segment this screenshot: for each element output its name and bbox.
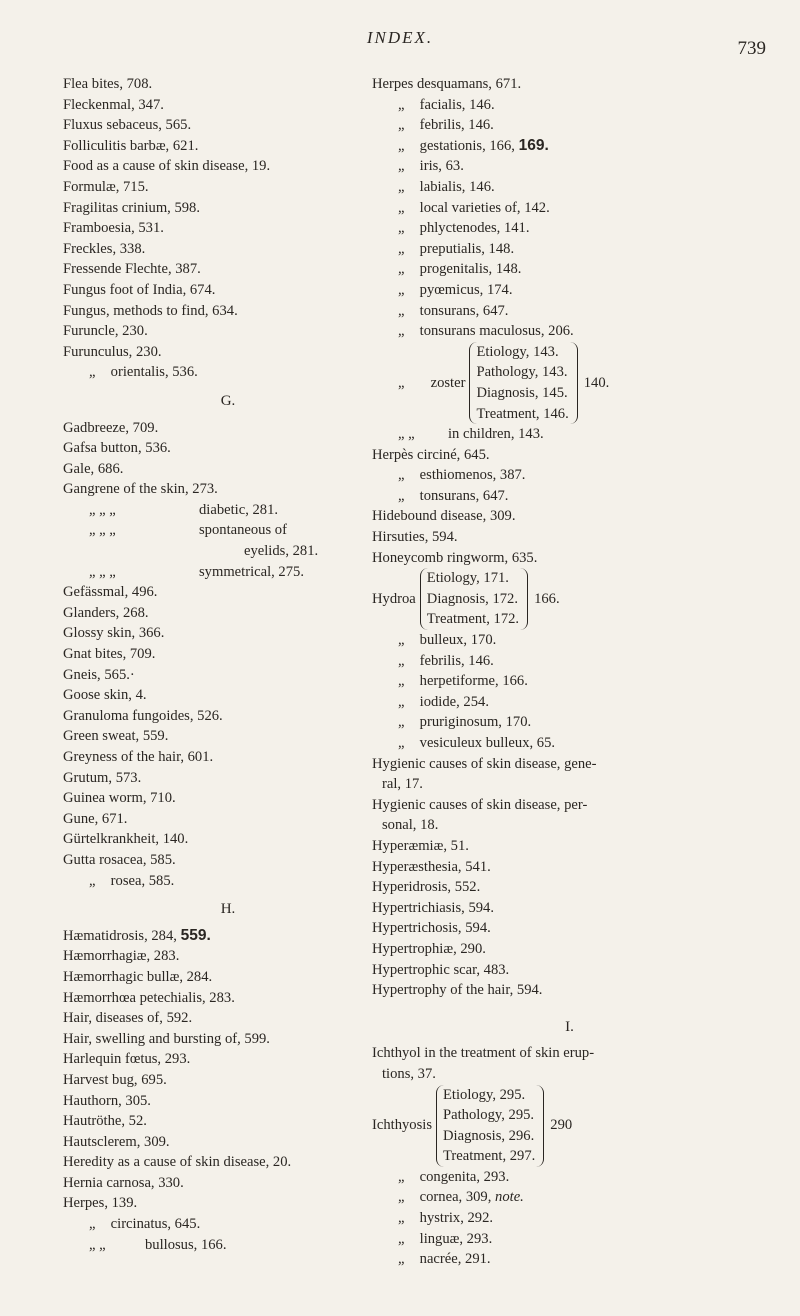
subentry-text: in children, 143.	[448, 426, 544, 443]
index-entry: Gadbreeze, 709.	[63, 419, 159, 436]
index-entry: Hygienic causes of skin disease, gene-	[372, 755, 597, 772]
index-subentry	[372, 218, 767, 239]
index-subentry	[63, 500, 393, 521]
section-letter-i: I.	[565, 1018, 574, 1035]
index-entry: Heredity as a cause of skin disease, 20.	[63, 1154, 292, 1171]
index-entry: Hyperæmiæ, 51.	[372, 837, 469, 854]
index-entry: Hyperidrosis, 552.	[372, 879, 481, 896]
index-subentry	[63, 1235, 393, 1256]
index-subentry	[372, 486, 767, 507]
index-entry: Hautröthe, 52.	[63, 1113, 147, 1130]
ditto-mark: „	[398, 1230, 405, 1247]
ichthyosis-brace-group	[372, 1085, 767, 1167]
subentry-text: vesiculeux bulleux, 65.	[419, 735, 556, 751]
index-entry: Herpès circiné, 645.	[372, 446, 490, 463]
ditto-mark: „ „	[398, 426, 415, 443]
subentry-text: pyœmicus, 174.	[419, 281, 513, 298]
brace-label: Ichthyosis	[372, 1117, 432, 1134]
index-entry: Guinea worm, 710.	[63, 790, 176, 807]
index-entry: Grutum, 573.	[63, 769, 142, 786]
index-subentry	[372, 156, 767, 177]
ditto-mark: „	[398, 302, 405, 319]
index-subentry	[372, 280, 767, 301]
ditto-mark: „	[398, 158, 405, 175]
brace-item: Etiology, 171.	[426, 570, 509, 587]
index-entry: Fungus foot of India, 674.	[63, 281, 216, 298]
index-entry: Green sweat, 559.	[63, 728, 169, 745]
index-entry: Gune, 671.	[63, 810, 128, 827]
index-entries-h	[63, 926, 393, 1256]
index-subentry	[372, 692, 767, 713]
ditto-mark: „	[89, 1216, 96, 1233]
index-entry: Gnat bites, 709.	[63, 646, 156, 663]
subentry-text: rosea, 585.	[110, 872, 175, 889]
index-subentry	[63, 520, 393, 541]
index-entry: Hernia carnosa, 330.	[63, 1174, 184, 1191]
index-subentry	[63, 562, 393, 583]
index-subentry	[372, 1208, 767, 1229]
index-subentry	[372, 136, 767, 157]
brace-item: Diagnosis, 172.	[426, 590, 518, 607]
left-column	[63, 74, 393, 1255]
ditto-mark: „	[398, 281, 405, 298]
index-subentry	[372, 1229, 767, 1250]
index-entry: Gangrene of the skin, 273.	[63, 481, 218, 498]
index-entry-continuation: ral, 17.	[382, 776, 423, 793]
index-entry: Gale, 686.	[63, 460, 124, 477]
subentry-text: nacrée, 291.	[419, 1251, 491, 1268]
ditto-mark: „	[89, 364, 96, 381]
index-subentry	[372, 733, 767, 754]
subentry-text: febrilis, 146.	[419, 652, 494, 669]
subentry-text: esthiomenos, 387.	[419, 467, 526, 484]
ditto-mark: „ „ „	[89, 501, 116, 518]
subentry-text: tonsurans maculosus, 206.	[419, 323, 574, 340]
ditto-mark: „	[398, 323, 405, 340]
index-entry-continuation: sonal, 18.	[382, 817, 439, 834]
ditto-mark: „ „ „	[89, 522, 116, 539]
index-subentry	[372, 712, 767, 733]
ditto-mark: „	[398, 1251, 405, 1268]
ditto-mark: „	[398, 137, 405, 154]
index-entry: Herpes desquamans, 671.	[372, 76, 522, 92]
ditto-mark: „ „ „	[89, 563, 116, 580]
index-entries-f	[63, 74, 393, 383]
index-entry: Hæmorrhagiæ, 283.	[63, 948, 180, 965]
index-subentry	[372, 1249, 767, 1270]
ditto-mark: „ „	[89, 1236, 106, 1253]
index-entry: Hypertrichosis, 594.	[372, 920, 491, 937]
index-entry: Harvest bug, 695.	[63, 1071, 167, 1088]
index-subentry	[372, 1187, 767, 1208]
index-entry: Glossy skin, 366.	[63, 625, 165, 642]
index-entry: Hypertrophic scar, 483.	[372, 961, 510, 978]
index-subentry	[372, 465, 767, 486]
index-entry: Glanders, 268.	[63, 604, 149, 621]
brace-total: 290	[550, 1117, 573, 1134]
index-subentry	[63, 1214, 393, 1235]
brace-items	[436, 1085, 544, 1167]
ditto-mark: „	[398, 673, 405, 690]
index-subentry	[372, 301, 767, 322]
brace-label: zoster	[430, 374, 466, 391]
index-subentry	[63, 871, 393, 892]
index-subentry	[372, 239, 767, 260]
right-column	[372, 74, 767, 1270]
hydroa-brace-group	[372, 568, 767, 630]
index-subentry	[372, 630, 767, 651]
index-entry: Hygienic causes of skin disease, per-	[372, 796, 588, 813]
subentry-text: febrilis, 146.	[419, 117, 494, 134]
brace-total: 140.	[583, 374, 610, 391]
subentry-text: phlyctenodes, 141.	[419, 220, 530, 237]
ditto-mark: „	[398, 1189, 405, 1206]
index-entry: Furunculus, 230.	[63, 343, 162, 360]
bold-page-ref: 559.	[180, 926, 211, 944]
index-entry: Greyness of the hair, 601.	[63, 749, 214, 765]
index-entry: Fragilitas crinium, 598.	[63, 199, 201, 216]
ditto-mark: „	[398, 261, 405, 278]
index-entry: Hæmorrhœa petechialis, 283.	[63, 989, 235, 1006]
index-entry: Hauthorn, 305.	[63, 1092, 151, 1109]
subentry-text: labialis, 146.	[419, 178, 495, 195]
index-entry: Food as a cause of skin disease, 19.	[63, 158, 271, 175]
index-entry: Gürtelkrankheit, 140.	[63, 831, 189, 848]
index-entry: Hair, diseases of, 592.	[63, 1010, 193, 1027]
ditto-mark: „	[398, 467, 405, 484]
index-entry: Ichthyol in the treatment of skin erup-	[372, 1045, 595, 1062]
index-entry: Hair, swelling and bursting of, 599.	[63, 1030, 270, 1047]
index-entry: Gafsa button, 536.	[63, 440, 171, 457]
index-subentry	[372, 424, 767, 445]
ditto-mark: „	[398, 714, 405, 731]
subentry-text: iris, 63.	[419, 158, 464, 175]
subentry-text: spontaneous of	[199, 522, 287, 539]
ditto-mark: „	[398, 96, 405, 113]
ditto-mark: „	[398, 178, 405, 195]
ditto-mark: „	[398, 199, 405, 216]
index-subentry	[63, 362, 393, 383]
brace-item: Diagnosis, 296.	[443, 1127, 535, 1144]
index-subentry	[372, 177, 767, 198]
subentry-text: gestationis, 166,	[419, 137, 515, 154]
subentry-text: pruriginosum, 170.	[419, 714, 532, 731]
ditto-mark: „	[398, 693, 405, 710]
brace-items	[420, 568, 528, 630]
index-entry: Gefässmal, 496.	[63, 584, 158, 601]
index-entry: Granuloma fungoides, 526.	[63, 707, 223, 724]
ditto-mark: „	[398, 632, 405, 649]
subentry-text: orientalis, 536.	[110, 364, 198, 381]
index-entry: Folliculitis barbæ, 621.	[63, 137, 199, 154]
subentry-text: congenita, 293.	[419, 1168, 510, 1185]
subentry-text: local varieties of, 142.	[419, 199, 550, 216]
index-entry: Freckles, 338.	[63, 240, 146, 257]
zoster-lead	[398, 373, 465, 394]
ditto-mark: „	[398, 374, 405, 391]
index-subentry	[372, 115, 767, 136]
entry-text: Hæmatidrosis, 284,	[63, 927, 177, 944]
index-subentry	[372, 1167, 767, 1188]
brace-item: Pathology, 295.	[443, 1107, 535, 1124]
subentry-text: tonsurans, 647.	[419, 302, 509, 319]
index-subentry	[372, 95, 767, 116]
running-title: INDEX.	[366, 28, 434, 47]
brace-item: Etiology, 295.	[443, 1086, 526, 1103]
index-entry: Fungus, methods to find, 634.	[63, 302, 238, 319]
subentry-text: cornea, 309,	[419, 1189, 492, 1206]
index-entry: Hypertrophiæ, 290.	[372, 940, 486, 957]
index-entry: Hyperæsthesia, 541.	[372, 858, 491, 875]
subentry-text: linguæ, 293.	[419, 1230, 493, 1247]
brace-items	[469, 342, 577, 424]
subentry-text: herpetiforme, 166.	[419, 673, 528, 690]
index-entry-continuation: tions, 37.	[382, 1065, 436, 1082]
ditto-mark: „	[398, 240, 405, 257]
brace-item: Treatment, 297.	[443, 1148, 536, 1165]
brace-label: Hydroa	[372, 590, 416, 607]
index-entry: Herpes, 139.	[63, 1195, 138, 1212]
page-number: 739	[737, 38, 766, 59]
subentry-text: preputialis, 148.	[419, 240, 515, 257]
index-entry: Hypertrophy of the hair, 594.	[372, 982, 543, 999]
index-entry: Honeycomb ringworm, 635.	[372, 549, 538, 566]
subentry-text: facialis, 146.	[419, 96, 495, 113]
subentry-text: tonsurans, 647.	[419, 487, 509, 504]
subentry-text: iodide, 254.	[419, 693, 489, 710]
index-entries-g	[63, 418, 393, 892]
index-entry	[63, 926, 393, 947]
index-subentry	[372, 321, 767, 342]
index-entry: Goose skin, 4.	[63, 687, 147, 704]
ditto-mark: „	[398, 735, 405, 751]
index-subentry	[372, 671, 767, 692]
zoster-brace-group	[372, 342, 767, 424]
subentry-text: bullosus, 166.	[145, 1236, 227, 1253]
ditto-mark: „	[398, 1168, 405, 1185]
index-entry: Flea bites, 708.	[63, 76, 153, 92]
brace-item: Diagnosis, 145.	[476, 384, 568, 401]
ditto-mark: „	[398, 220, 405, 237]
index-entry: Harlequin fœtus, 293.	[63, 1051, 191, 1068]
brace-item: Treatment, 172.	[426, 611, 520, 628]
index-subentry	[63, 541, 393, 562]
index-entry: Fleckenmal, 347.	[63, 96, 164, 113]
subentry-text: circinatus, 645.	[110, 1216, 201, 1233]
brace-item: Treatment, 146.	[476, 405, 569, 422]
section-letter-g: G.	[220, 392, 236, 409]
index-entry: Furuncle, 230.	[63, 323, 148, 340]
brace-item: Etiology, 143.	[476, 343, 559, 360]
index-entry: Hautsclerem, 309.	[63, 1133, 170, 1150]
ditto-mark: „	[398, 117, 405, 134]
ditto-mark: „	[89, 872, 96, 889]
index-entry: Gutta rosacea, 585.	[63, 851, 176, 868]
note-ref: note.	[495, 1189, 524, 1206]
index-entry: Fressende Flechte, 387.	[63, 261, 201, 278]
subentry-text: symmetrical, 275.	[199, 563, 304, 580]
index-entry: Hypertrichiasis, 594.	[372, 899, 494, 916]
index-entry: Hidebound disease, 309.	[372, 508, 516, 525]
subentry-text: bulleux, 170.	[419, 632, 497, 649]
subentry-text: diabetic, 281.	[199, 501, 279, 518]
bold-page-ref: 169.	[518, 136, 549, 154]
ditto-mark: „	[398, 652, 405, 669]
index-subentry	[372, 198, 767, 219]
subentry-text: eyelids, 281.	[244, 543, 319, 560]
subentry-text: progenitalis, 148.	[419, 261, 522, 278]
index-entry: Hæmorrhagic bullæ, 284.	[63, 968, 213, 985]
index-entry: Gneis, 565.·	[63, 666, 135, 683]
ditto-mark: „	[398, 487, 405, 504]
index-entry: Fluxus sebaceus, 565.	[63, 117, 192, 134]
index-subentry	[372, 651, 767, 672]
brace-item: Pathology, 143.	[476, 364, 568, 381]
ditto-mark: „	[398, 1210, 405, 1227]
index-entry: Hirsuties, 594.	[372, 529, 458, 546]
section-letter-h: H.	[220, 901, 236, 918]
index-entry: Formulæ, 715.	[63, 178, 149, 195]
page-header	[0, 20, 800, 59]
index-subentry	[372, 259, 767, 280]
index-entry: Framboesia, 531.	[63, 220, 164, 237]
brace-total: 166.	[534, 590, 560, 607]
subentry-text: hystrix, 292.	[419, 1210, 494, 1227]
